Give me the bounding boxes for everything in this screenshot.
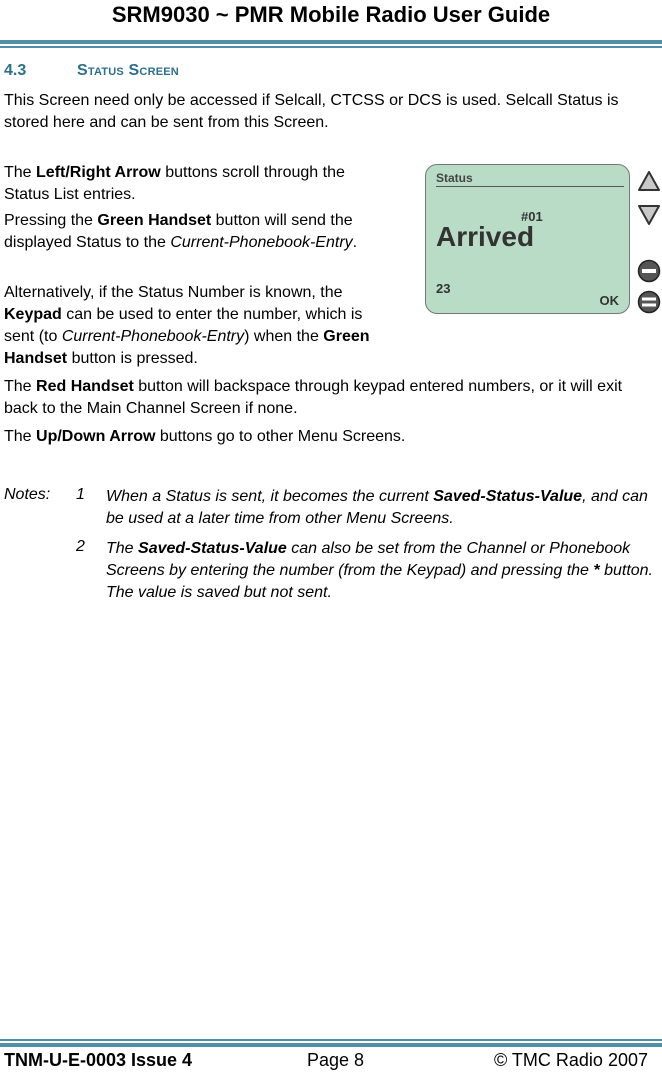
note-item [106,538,654,604]
footer-doc-id: TNM-U-E-0003 Issue 4 [4,1050,193,1070]
term-star-button: * [593,562,600,579]
text: buttons go to other Menu Screens. [155,428,406,445]
text: button is pressed. [67,350,198,367]
radio-lcd-display [425,164,630,314]
text: can be used to enter the number, which is sent (to [4,306,363,345]
text: The [4,378,37,395]
up-arrow-icon [637,170,661,194]
text: buttons scroll through the Status List entries. [4,164,345,203]
paragraph-green-handset [4,210,384,254]
term-saved-status-value: Saved-Status-Value [433,488,583,505]
notes-label: Notes: [4,486,51,503]
term-current-phonebook-entry: Current-Phonebook-Entry [170,234,353,251]
term-red-handset: Red Handset [36,378,134,395]
note-number: 1 [76,486,85,503]
text: can also be set from the Channel or Phonebook Screens by entering the number (from the Keypad) and pressing the [106,540,631,579]
paragraph-red-handset [4,376,654,420]
header-rule-thick [0,40,662,44]
text: When a Status is sent, it becomes the current [106,488,434,505]
text: button will send the displayed Status to the [4,212,353,251]
menu-button-icon [637,259,661,283]
term-up-down-arrow: Up/Down Arrow [36,428,156,445]
display-heading: Status [436,171,624,187]
footer-page-number: Page 8 [307,1050,365,1070]
display-status-number: #01 [521,209,543,224]
term-left-right-arrow: Left/Right Arrow [36,164,161,181]
term-green-handset: Green Handset [4,328,370,367]
section-title: Status Screen [77,62,179,79]
text: button. The value is saved but not sent. [106,562,653,601]
display-entry: 23 [436,281,451,296]
text: , and can be used at a later time from other Menu Screens. [106,488,648,527]
text: . [352,234,358,251]
header-rule-thin [0,46,662,48]
text: The [4,428,37,445]
text: The [106,540,139,557]
footer-rule-thin [0,1039,662,1041]
section-number: 4.3 [4,62,27,79]
text: Alternatively, if the Status Number is known, the [4,284,343,301]
term-current-phonebook-entry: Current-Phonebook-Entry [61,328,245,345]
document-header-title: SRM9030 ~ PMR Mobile Radio User Guide [111,2,551,27]
text: button will backspace through keypad entered numbers, or it will exit back to the Main Channel Screen if none. [4,378,623,417]
display-status-text: Arrived [436,221,535,252]
menu-lines-button-icon [637,290,661,314]
paragraph-keypad [4,282,388,370]
footer-rule-thick [0,1043,662,1047]
display-softkey-ok: OK [599,293,619,308]
paragraph-up-down [4,426,654,448]
down-arrow-icon [637,202,661,226]
text: ) when the [244,328,324,345]
term-keypad: Keypad [4,306,62,323]
intro-paragraph: This Screen need only be accessed if Selcall, CTCSS or DCS is used. Selcall Status is stored here and can be sent from this Screen. [4,92,619,131]
note-number: 2 [76,538,85,555]
paragraph-left-right [4,162,384,206]
text: The [4,164,37,181]
term-green-handset: Green Handset [97,212,212,229]
note-item [106,486,654,530]
footer-copyright: © TMC Radio 2007 [493,1050,648,1070]
text: Pressing the [4,212,98,229]
term-saved-status-value: Saved-Status-Value [138,540,287,557]
